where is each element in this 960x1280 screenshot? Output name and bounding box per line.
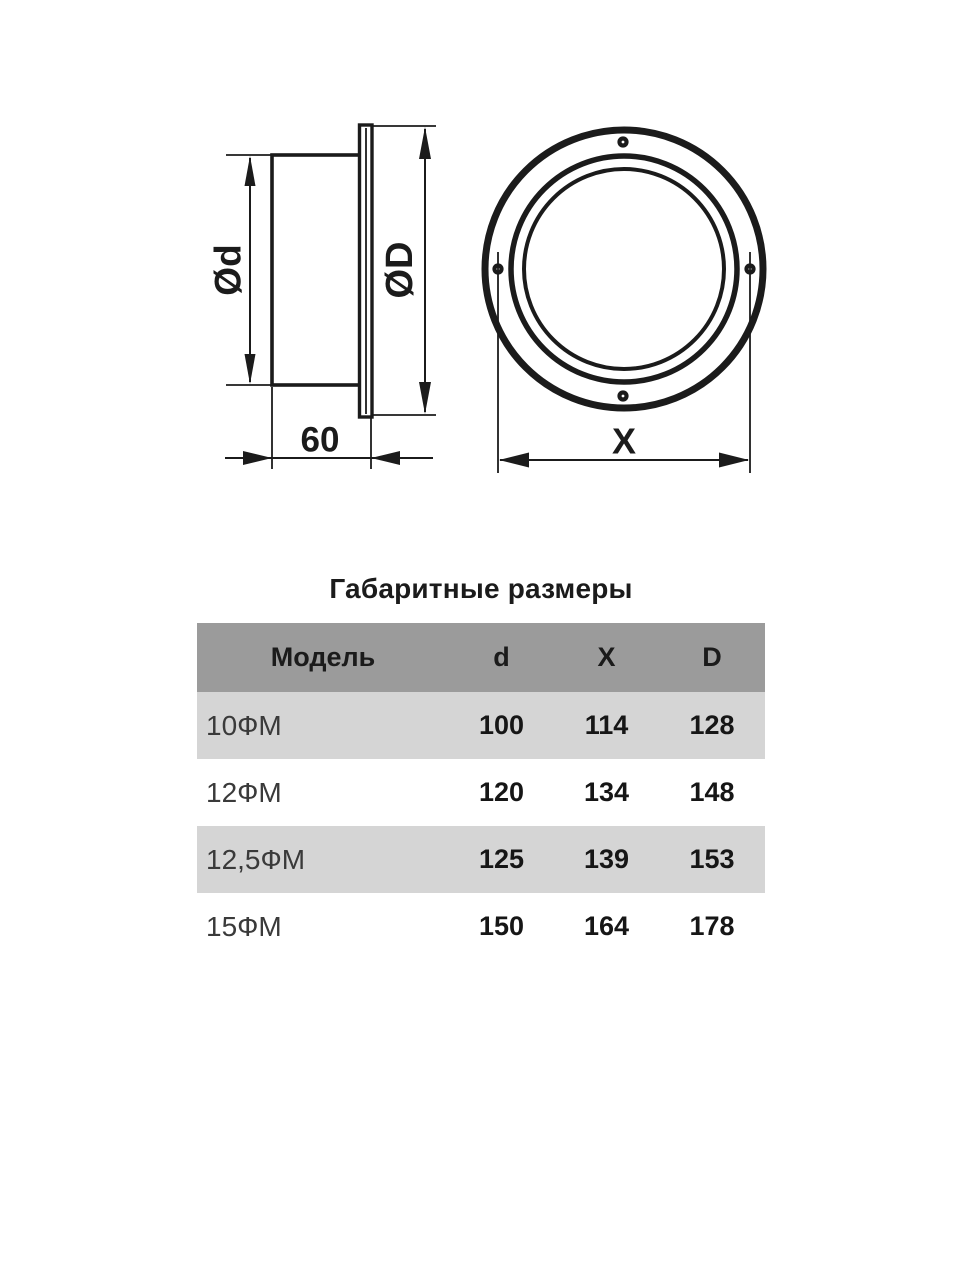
D-cell: 153 — [689, 844, 735, 874]
arrowhead-up — [245, 156, 256, 186]
d-cell: 150 — [478, 911, 525, 941]
arrowhead-left — [499, 453, 529, 468]
D-cell: 148 — [689, 777, 735, 807]
x-cell: 164 — [583, 911, 630, 941]
mounting-hole-top — [617, 136, 628, 147]
model-cell: 12,5ФМ — [206, 843, 306, 875]
table-row — [197, 893, 765, 960]
d-cell: 120 — [478, 777, 525, 807]
x-cell: 139 — [583, 844, 630, 874]
front-view — [485, 130, 763, 473]
dimensions-table — [197, 623, 765, 960]
hole-span-label: X — [611, 420, 637, 462]
arrowhead-left — [371, 451, 400, 465]
side-view — [208, 125, 437, 469]
table-title: Габаритные размеры — [329, 573, 633, 604]
model-cell: 15ФМ — [206, 910, 282, 942]
arrowhead-right — [719, 453, 749, 468]
model-cell: 10ФМ — [206, 709, 282, 741]
outer-diameter-label: ØD — [379, 241, 421, 299]
depth-label: 60 — [300, 420, 340, 460]
arrowhead-down — [419, 382, 431, 414]
table-row — [197, 759, 765, 826]
D-cell: 178 — [689, 911, 735, 941]
arrowhead-right — [243, 451, 272, 465]
header-model: Модель — [270, 642, 376, 672]
header-d: d — [493, 642, 510, 672]
x-cell: 114 — [584, 710, 629, 740]
table-row — [197, 826, 765, 893]
duct-bore-circle — [524, 169, 724, 369]
header-x: X — [597, 642, 616, 672]
header-D: D — [702, 642, 722, 672]
model-cell: 12ФМ — [206, 776, 282, 808]
dimension-drawing — [0, 0, 960, 530]
d-cell: 125 — [478, 844, 525, 874]
x-cell: 134 — [583, 777, 630, 807]
D-cell: 128 — [689, 710, 735, 740]
duct-body — [272, 155, 360, 385]
arrowhead-down — [245, 354, 256, 384]
table-row — [197, 692, 765, 759]
d-cell: 100 — [478, 710, 525, 740]
table-header-row — [197, 623, 765, 692]
inner-diameter-label: Ød — [207, 244, 249, 296]
arrowhead-up — [419, 127, 431, 159]
mounting-hole-bottom — [617, 390, 628, 401]
